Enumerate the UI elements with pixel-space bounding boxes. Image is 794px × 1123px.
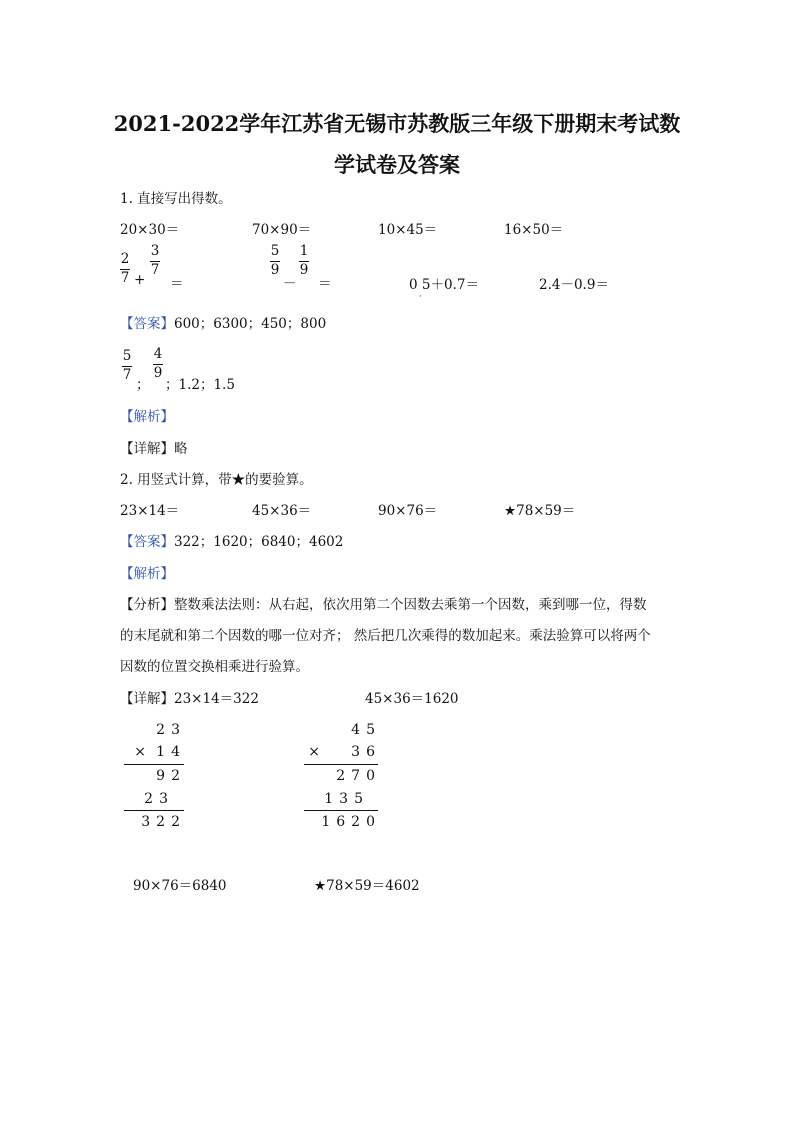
vertical-1-result: 322 <box>141 814 186 830</box>
q1-item-1: 20×30＝ <box>120 222 180 238</box>
q1-item-4: 16×50＝ <box>504 222 564 238</box>
vertical-1-times-sign: × <box>134 744 146 760</box>
q2-detail-4: ★78×59＝4602 <box>314 878 420 894</box>
vertical-2-partial-1: 270 <box>336 768 381 784</box>
q2-fenxi-line2: 的末尾就和第二个因数的哪一位对齐； 然后把几次乘得的数加起来。乘法验算可以将两个 <box>120 628 651 644</box>
q1-answer: 【答案】600；6300；450；800 <box>120 316 327 332</box>
q1-item-2: 70×90＝ <box>252 222 312 238</box>
vertical-2-multiplier: 36 <box>351 744 381 760</box>
answer-fraction-4-9: 4 9 <box>153 346 163 381</box>
q1-analysis-tag: 【解析】 <box>120 409 174 425</box>
fraction-3-7: 3 7 <box>150 243 160 278</box>
page-title-line2: 学试卷及答案 <box>334 152 460 177</box>
q2-heading: 2. 用竖式计算，带★的要验算。 <box>120 472 313 488</box>
equals-sign: ＝ <box>170 276 184 292</box>
fraction-2-7: 2 7 <box>120 251 130 286</box>
vertical-1-partial-2: 23 <box>144 791 174 807</box>
q2-fenxi-line3: 因数的位置交换相乘进行验算。 <box>120 659 309 675</box>
answer-tag: 【答案】 <box>120 534 174 550</box>
vertical-1-multiplicand: 23 <box>156 722 186 738</box>
q2-item-4: ★78×59＝ <box>504 503 576 519</box>
equals-sign-2: ＝ <box>318 276 332 292</box>
vertical-2-multiplicand: 45 <box>351 722 381 738</box>
vertical-2-times-sign: × <box>308 744 320 760</box>
vertical-1-multiplier: 14 <box>156 744 186 760</box>
q2-fenxi-line1: 【分析】整数乘法法则：从右起，依次用第二个因数去乘第一个因数，乘到哪一位，得数 <box>120 597 647 613</box>
q2-item-1: 23×14＝ <box>120 503 180 519</box>
plus-sign: + <box>134 272 146 288</box>
q2-item-3: 90×76＝ <box>378 503 438 519</box>
vertical-2-line-1 <box>304 764 378 765</box>
q1-item-3: 10×45＝ <box>378 222 438 238</box>
answer-fraction-5-7: 5 7 <box>122 348 132 383</box>
page-title: 2021-2022学年江苏省无锡市苏教版三年级下册期末考试数 <box>113 111 681 136</box>
q2-detail-1: 【详解】23×14＝322 <box>120 691 259 707</box>
minus-sign: － <box>283 276 297 292</box>
q1-heading: 1. 直接写出得数。 <box>120 191 232 207</box>
decimal-dot-mark: · <box>419 292 422 301</box>
q2-answer: 【答案】322；1620；6840；4602 <box>120 534 344 550</box>
answer-rest: ；1.2；1.5 <box>165 377 235 393</box>
q2-detail-2: 45×36＝1620 <box>365 691 459 707</box>
answer-separator: ； <box>136 377 150 393</box>
fraction-5-9: 5 9 <box>270 243 280 278</box>
vertical-1-line-1 <box>124 764 184 765</box>
q2-item-2: 45×36＝ <box>252 503 312 519</box>
q1-decimal-1: 0 5＋0.7＝ <box>409 277 479 293</box>
fraction-1-9: 1 9 <box>299 243 309 278</box>
q1-detail: 【详解】略 <box>120 441 188 457</box>
vertical-2-line-2 <box>304 810 378 811</box>
vertical-2-result: 1620 <box>321 814 381 830</box>
vertical-1-line-2 <box>124 810 184 811</box>
vertical-2-partial-2: 135 <box>324 791 369 807</box>
q2-detail-3: 90×76＝6840 <box>133 878 227 894</box>
q1-decimal-2: 2.4－0.9＝ <box>539 277 609 293</box>
answer-tag: 【答案】 <box>120 316 174 332</box>
q2-analysis-tag: 【解析】 <box>120 566 174 582</box>
vertical-1-partial-1: 92 <box>156 768 186 784</box>
